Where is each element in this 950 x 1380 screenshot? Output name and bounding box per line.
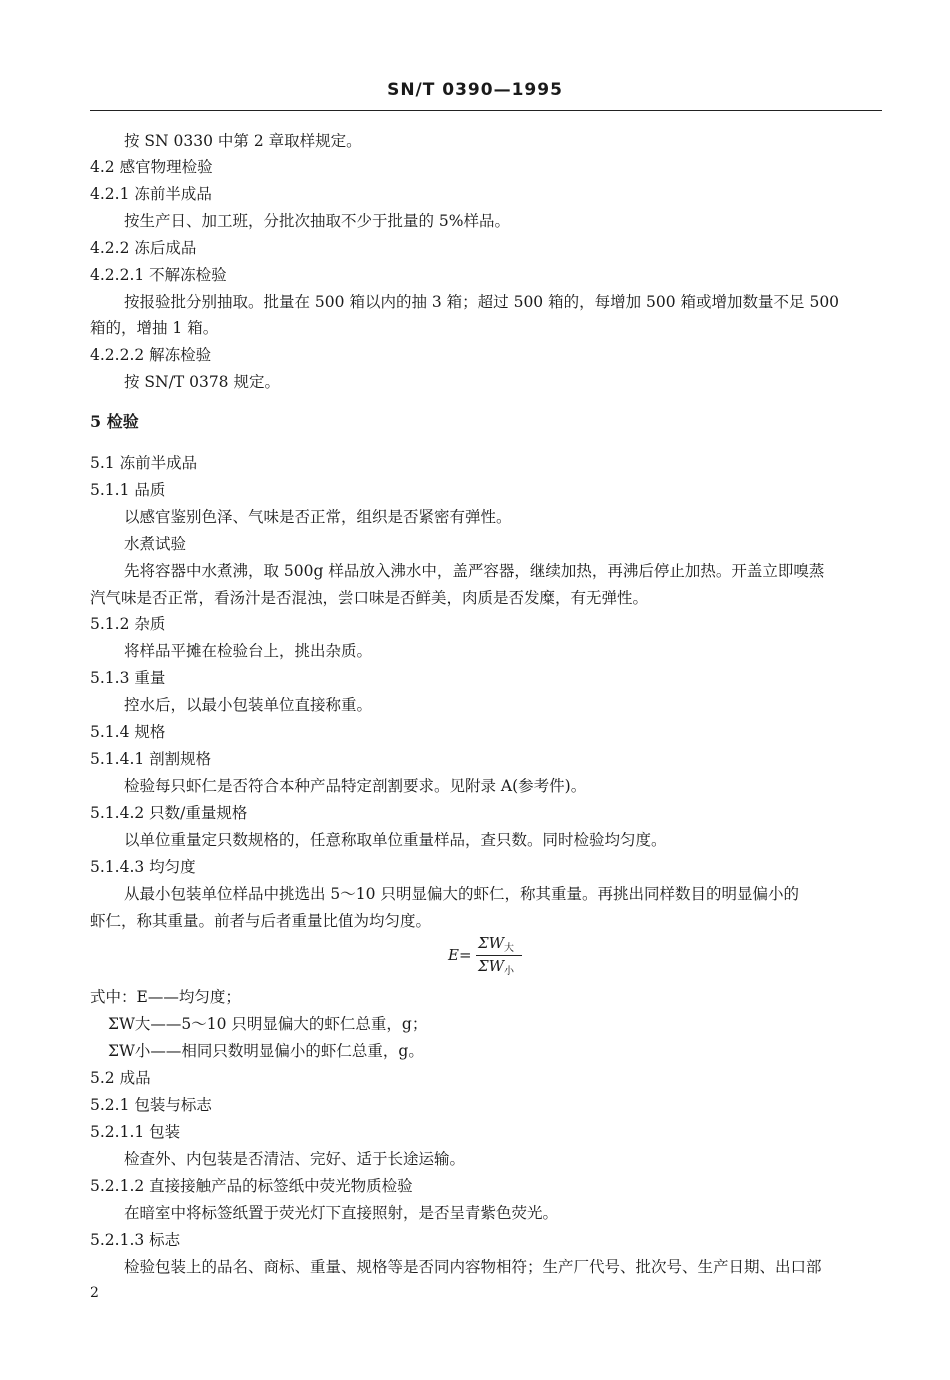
page-number: 2 bbox=[90, 1285, 99, 1301]
body-text: 从最小包装单位样品中挑选出 5～10 只明显偏大的虾仁，称其重量。再挑出同样数目的明显偏小的 bbox=[124, 885, 799, 903]
section-heading: 5.2.1.2 直接接触产品的标签纸中荧光物质检验 bbox=[90, 1177, 413, 1195]
body-text: 以单位重量定只数规格的，任意称取单位重量样品，查只数。同时检验均匀度。 bbox=[124, 831, 667, 849]
body-text: 控水后，以最小包装单位直接称重。 bbox=[124, 696, 373, 714]
uniformity-formula bbox=[448, 934, 548, 978]
section-heading: 4.2.2.2 解冻检验 bbox=[90, 346, 212, 364]
section-heading: 5.1.1 品质 bbox=[90, 481, 166, 499]
section-heading: 5.2 成品 bbox=[90, 1069, 151, 1087]
section-heading: 4.2 感官物理检验 bbox=[90, 158, 213, 176]
body-text: 先将容器中水煮沸，取 500g 样品放入沸水中，盖严容器，继续加热，再沸后停止加热。开盖立即嗅蒸 bbox=[124, 562, 825, 580]
formula-numerator: $\Sigma W_大$ bbox=[478, 934, 515, 954]
section-heading: 4.2.1 冻前半成品 bbox=[90, 185, 212, 203]
formula-lhs: E= bbox=[448, 946, 472, 964]
body-text: 按 SN 0330 中第 2 章取样规定。 bbox=[124, 132, 362, 150]
body-text: ΣW大——5～10 只明显偏大的虾仁总重，g； bbox=[108, 1015, 428, 1033]
body-text: ΣW小——相同只数明显偏小的虾仁总重，g。 bbox=[108, 1042, 424, 1060]
standard-code-header: SN/T 0390—1995 bbox=[387, 80, 563, 100]
header-rule bbox=[90, 110, 882, 111]
body-text: 式中：E——均匀度； bbox=[90, 988, 241, 1006]
section-heading: 5.1.4 规格 bbox=[90, 723, 166, 741]
section-heading: 5.1 冻前半成品 bbox=[90, 454, 198, 472]
body-text: 以感官鉴别色泽、气味是否正常，组织是否紧密有弹性。 bbox=[124, 508, 512, 526]
body-text: 检验包装上的品名、商标、重量、规格等是否同内容物相符；生产厂代号、批次号、生产日期、出口部 bbox=[124, 1258, 822, 1276]
body-text: 检查外、内包装是否清洁、完好、适于长途运输。 bbox=[124, 1150, 466, 1168]
body-text: 在暗室中将标签纸置于荧光灯下直接照射，是否呈青紫色荧光。 bbox=[124, 1204, 559, 1222]
section-heading: 5.1.4.1 剖割规格 bbox=[90, 750, 212, 768]
section-heading: 5.2.1.1 包装 bbox=[90, 1123, 181, 1141]
body-text: 箱的，增抽 1 箱。 bbox=[90, 319, 219, 337]
body-text: 按生产日、加工班，分批次抽取不少于批量的 5%样品。 bbox=[124, 212, 511, 230]
body-text: 按 SN/T 0378 规定。 bbox=[124, 373, 280, 391]
section-heading: 5.1.4.3 均匀度 bbox=[90, 858, 196, 876]
formula-fraction-bar bbox=[476, 955, 522, 956]
section-heading: 4.2.2.1 不解冻检验 bbox=[90, 266, 227, 284]
body-text: 检验每只虾仁是否符合本种产品特定剖割要求。见附录 A(参考件)。 bbox=[124, 777, 587, 795]
body-text: 虾仁，称其重量。前者与后者重量比值为均匀度。 bbox=[90, 912, 432, 930]
section-heading: 5 检验 bbox=[90, 412, 139, 431]
body-text: 按报验批分别抽取。批量在 500 箱以内的抽 3 箱；超过 500 箱的，每增加 500 箱或增加数量不足 500 bbox=[124, 293, 840, 311]
section-heading: 5.1.4.2 只数/重量规格 bbox=[90, 804, 248, 822]
section-heading: 5.1.2 杂质 bbox=[90, 615, 166, 633]
section-heading: 4.2.2 冻后成品 bbox=[90, 239, 197, 257]
section-heading: 5.2.1.3 标志 bbox=[90, 1231, 181, 1249]
formula-denominator: $\Sigma W_小$ bbox=[478, 957, 515, 977]
body-text: 将样品平摊在检验台上，挑出杂质。 bbox=[124, 642, 373, 660]
body-text: 水煮试验 bbox=[124, 535, 187, 553]
body-text: 汽气味是否正常，看汤汁是否混浊，尝口味是否鲜美，肉质是否发糜，有无弹性。 bbox=[90, 589, 649, 607]
section-heading: 5.2.1 包装与标志 bbox=[90, 1096, 212, 1114]
section-heading: 5.1.3 重量 bbox=[90, 669, 166, 687]
